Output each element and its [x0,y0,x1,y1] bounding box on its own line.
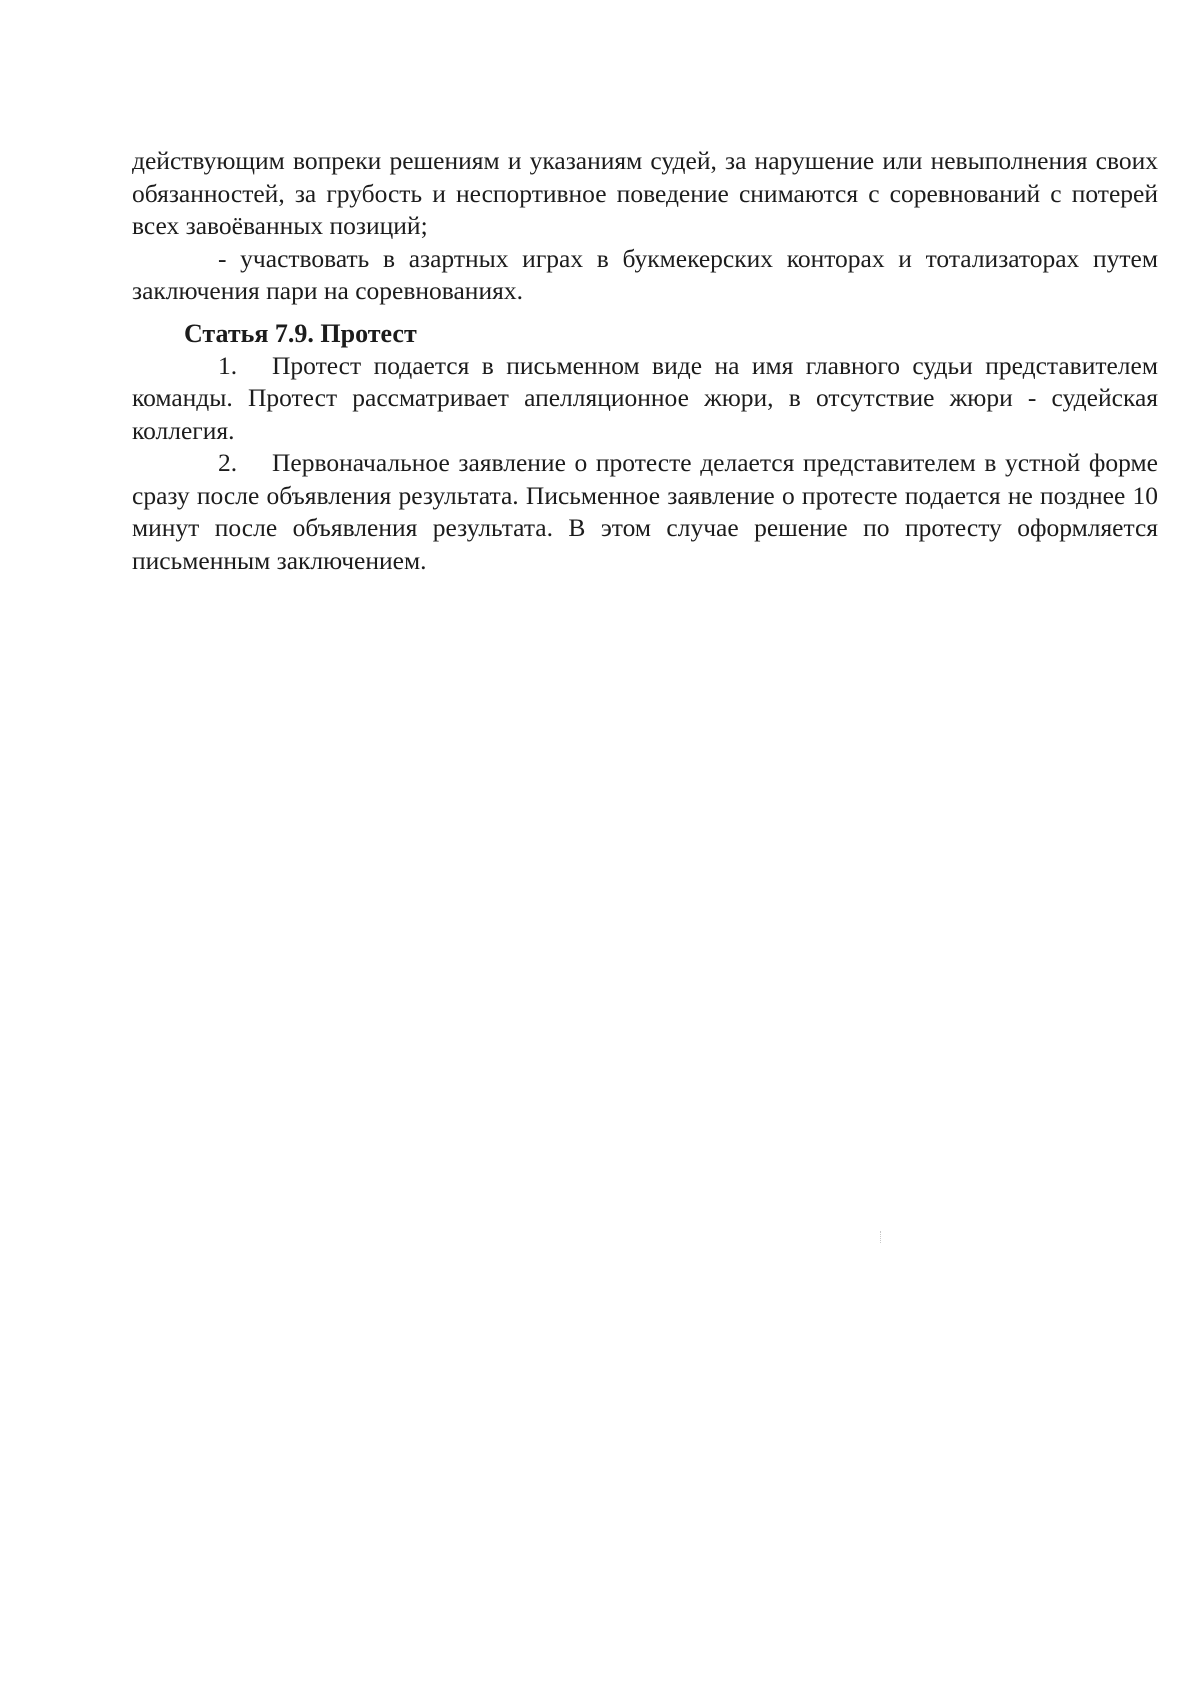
document-body [132,145,1158,577]
scan-speck [880,1231,884,1243]
paragraph-continuation: действующим вопреки решениям и указаниям судей, за нарушение или невыполнения своих обязанностей, за грубость и неспортивное поведение снимаются с соревнований с потерей всех завоёванных позиций; [132,146,1158,240]
protest-item-1 [132,350,1158,448]
protest-item-2-text: Первоначальное заявление о протесте делается представителем в устной форме сразу после объявления результата. Письменное заявление о протесте подается не позднее 10 минут после объявления результата. В этом случае решение по протесту оформляется письменным заключением. [132,448,1158,575]
protest-item-2 [132,447,1158,577]
protest-item-1-number: 1. [218,350,238,380]
section-title: Статья 7.9. Протест [184,318,417,348]
paragraph-betting-prohibition: - участвовать в азартных играх в букмекерских конторах и тотализаторах путем заключения пари на соревнованиях. [132,243,1158,305]
protest-item-2-number: 2. [218,448,238,477]
protest-item-1-text: Протест подается в письменном виде на имя главного судьи представителем команды. Протест рассматривает апелляционное жюри, в отсутствие жюри - судейская коллегия. [132,350,1158,445]
